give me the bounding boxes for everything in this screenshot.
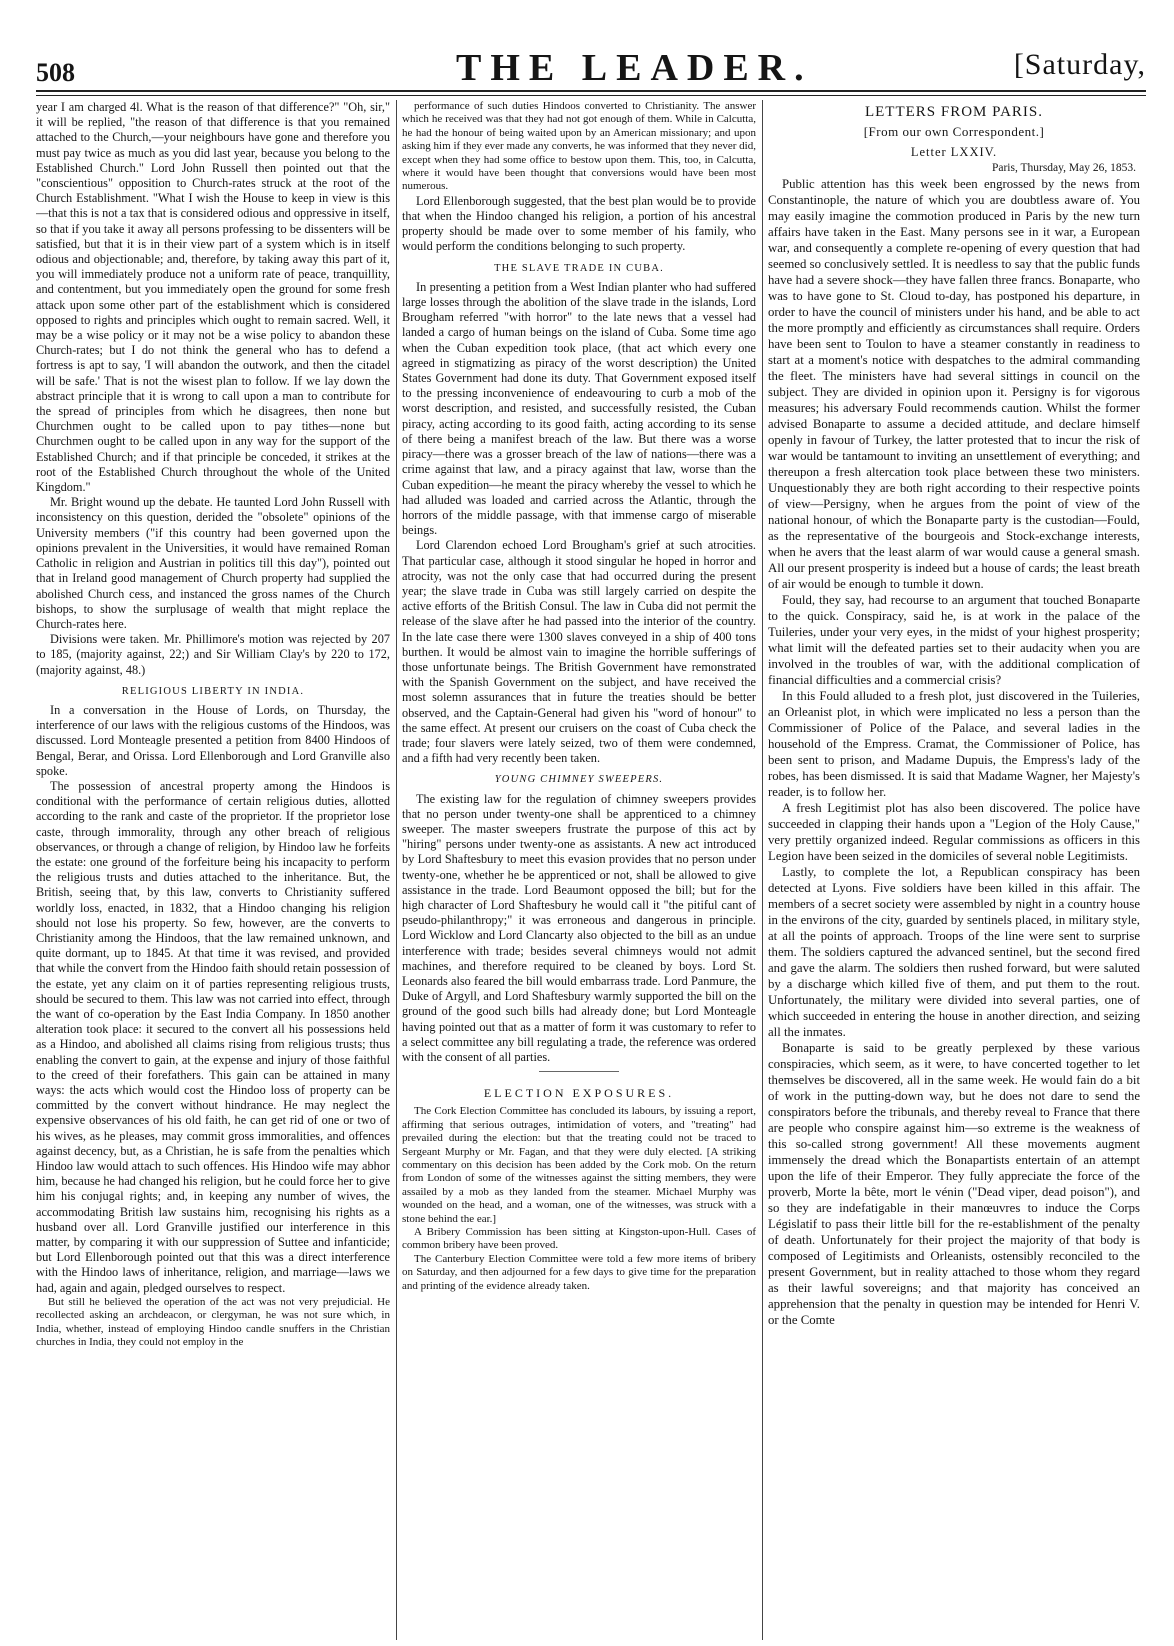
article-paragraph: In this Fould alluded to a fresh plot, just discovered in the Tuileries, an Orleanist plot, in which were implicated no less a person than the Commissioner of Police of the Palace, and several ladies in the household of the Empress. Cramat, the Commissioner of Police, has been sent to prison, and Madame Dupuis, the Empress's lady of the robes, has been dismissed. It is said that Madame Wagner, her Majesty's reader, is to follow her. <box>768 689 1140 799</box>
section-heading-chimney-sweepers: YOUNG CHIMNEY SWEEPERS. <box>494 774 664 786</box>
page-number: 508 <box>36 58 75 87</box>
article-paragraph: The Canterbury Election Committee were told a few more items of bribery on Saturday, and then adjourned for a few days to give time for the preparation and printing of the evidence already taken. <box>402 1252 756 1292</box>
column-divider <box>762 100 763 1640</box>
column-divider <box>396 100 397 1640</box>
quoted-speech <box>402 100 756 194</box>
article-paragraph: Lord Clarendon echoed Lord Brougham's grief at such atrocities. That particular case, although it stood singular he hoped in horror and atrocity, was not the only case that had occurred during the present year; the slave trade in Cuba was still largely carried on despite the active efforts of the British Consul. The law in Cuba did not permit the release of the slave after he had passed into the interior of the country. In the late case there were 1300 slaves conveyed in a ship of 400 tons burthen. It would be almost vain to imagine the horrible sufferings of those unfortunate beings. The British Government have remonstrated with the Spanish Government on the subject, and have received the most solemn assurances that in future the treaties should be better observed, and the Captain-General had given his "word of honour" to the same effect. At present our cruisers on the coast of Cuba check the trade; four slavers were lately seized, two of them were condemned, and a fifth had very recently been taken. <box>402 538 756 766</box>
section-heading-slave-trade: THE SLAVE TRADE IN CUBA. <box>494 262 664 274</box>
section-heading-religious-liberty: RELIGIOUS LIBERTY IN INDIA. <box>121 685 305 697</box>
column-3 <box>768 100 1140 1640</box>
article-paragraph: A Bribery Commission has been sitting at Kingston-upon-Hull. Cases of common bribery have been proved. <box>402 1226 756 1252</box>
article-paragraph: year I am charged 4l. What is the reason of that difference?" "Oh, sir," it will be replied, "the reason of that difference is that you remained attached to the Church,—your neighbours have gone and therefore you must pay twice as much as you did last year, because you belong to the Established Church." Lord John Russell then pointed out that the "conscientious" opposition to Church-rates struck at the root of the Church Establishment. "What I wish the House to keep in view is this—that this is not a tax that is considered odious and oppressive in itself, so that if you take it away all persons professing to be dissenters will be satisfied, but that it is in their view part of a system which is in itself odious and objectionable; and, therefore, by taking away this part of it, you will immediately produce not a uniform rate of peace, tranquillity, and contentment, but you immediately open the ground for some fresh attack upon some other part of the establishment which is considered opposed to rights and principles which ought to remain sacred. Well, it may be a wise policy or it may not be a wise policy to abandon these Church-rates; but I do not think the general who has to defend a fortress is apt to say, 'I will abandon the outwork, and then the citadel will be safe.' That is not the wisest plan to follow. If we lay down the abstract principle that it is wrong to call upon a man to contribute for the spread of principles from which he disagrees, then none but Churchmen ought to be called upon to pay tithes—none but Churchmen ought to be called upon in any way for the support of the Established Church; and if that principle be conceded, it strikes at the root of the Established Church throughout the whole of the United Kingdom." <box>36 100 390 495</box>
article-paragraph: In presenting a petition from a West Indian planter who had suffered large losses through the abolition of the slave trade in the islands, Lord Brougham referred "with horror" to the late news that a vessel had landed a cargo of human beings on the island of Cuba. Some time ago when the Cuban expedition took place, (that act which every one agreed in stigmatizing as piracy of the worst description) the United States Government had done its duty. That Government exposed itself to the pressing inconvenience of endeavouring to curb a mob of the worst description, and resisted, and successfully resisted, the Cuban piracy, acting according to its good faith, acting according to its sense of there being a manifest breach of the law. But there was a worse piracy—there was a grosser breach of the law of nations—there was a crime against that law, and a piracy against that law, worse than the Cuban expedition—he meant the piracy whereby the vessel to which he had alluded was loaded and carried across the Atlantic, through the horrors of the middle passage, with that immense cargo of miserable beings. <box>402 279 756 538</box>
election-notes <box>402 1105 756 1293</box>
column-2 <box>402 100 756 1640</box>
article-paragraph: The possession of ancestral property among the Hindoos is conditional with the performance of certain religious duties, allotted according to the rank and caste of the proprietor. If the proprietor lose caste, through immorality, through any other breach of religious observances, or through a change of religion, by Hindoo law he forfeits the estate: one ground of the forfeiture being his incapacity to perform the religious trusts and duties attached to the inheritance. But, the British, seeing that, by this law, converts to Christianity suffered worldly loss, enacted, in 1832, that a Hindoo changing his religion should not lose his property. So few, however, are the converts to Christianity among the Hindoos, that the law remained unknown, and quite dormant, up to 1845. At that time it was revised, and provided that while the convert from the Hindoo faith should retain possession of the estate, yet any claim on it of parties representing religious trusts, should be secured to them. This law was not carried into effect, through the want of co-operation by the East India Company. In 1850 another alteration took place: it secured to the convert all his possessions held as a Hindoo, and abolished all claims rising from religious trusts; thus enabling the convert to gain, at the expense and injury of those faithful to the creed of their forefathers. This gain can be attained in many ways: the acts which would cost the Hindoo loss of property can be committed by the convert without hindrance. He may neglect the expensive observances of his old faith, he can get rid of one or two of his wives, as he pleases, may commit gross immoralities, and offences against decency, but, as a Christian, he is safe from the penalties which Hindoo law would attach to such offences. His Hindoo wife may abhor him, because he had changed his religion, but he could force her to give him his conjugal rights; and, in keeping any number of wives, the accommodating British law sustains him, recognising his rights as a husband over all. Lord Granville justified our interference in this matter, by comparing it with our suppression of Suttee and infanticide; but Lord Ellenborough pointed out that this was a direct interference with the Hindoo laws of inheritance, religion, and marriage—laws we had, again and again, pledged ourselves to respect. <box>36 778 390 1295</box>
article-paragraph: Public attention has this week been engrossed by the news from Constantinople, the nature of which you are doubtless aware of. You may easily imagine the commotion produced in Paris by the new turn affairs have taken in the East. Many persons see in it war, a European war, and consequently a complete re-opening of every question that had seemed so conclusively settled. It is needless to say that the public funds have had a severe shock—they have fallen three francs. Bonaparte, who was to have gone to St. Cloud to-day, has postponed his departure, in order to have the council of ministers under his hand, and be able to act the more promptly and efficiently as circumstances shall require. Orders have been sent to Toulon to have a steamer constantly in readiness to start at a moment's notice with despatches to the admiral commanding the fleet. The ministers have had several sittings in council on the subject. They are divided in opinion upon it. Persigny is for vigorous measures; his adversary Fould recommends caution. Whilst the former advised Bonaparte to assume a decided attitude, and declare himself openly in favour of Turkey, the latter protested that to incur the risk of war would be tantamount to inviting an unsettlement of everything; and thereupon a fresh altercation took place between these two ministers. Unquestionably they are both right according to their respective points of view—Persigny, when he argues from the point of view of the national honour, of which the Bonaparte party is the custodian—Fould, as the representative of the bourgeois and Stock-exchange interests, when he avers that the least alarm of war would cause a general smash. All our present prosperity is indeed but a house of cards; the least breath of air would be enough to tumble it down. <box>768 177 1140 591</box>
article-paragraph: Mr. Bright wound up the debate. He taunted Lord John Russell with inconsistency on this question, derided the "obsolete" opinions of the University members ("if this country had been governed upon the opinions prevalent in the Universities, it would have remained Roman Catholic in religion and Austrian in politics till this day"), pointed out that in Ireland good management of Church property had supplied the abolished Church cess, and instanced the gross names of the Church bishops, to show the surplusage of wealth that might replace the Church-rates here. <box>36 495 390 631</box>
article-paragraph: Divisions were taken. Mr. Phillimore's motion was rejected by 207 to 185, (majority against, 22;) and Sir William Clay's by 220 to 172, (majority against, 48.) <box>36 632 390 677</box>
column-1 <box>36 100 390 1640</box>
quoted-speech <box>36 1296 390 1350</box>
issue-day: [Saturday, <box>1013 48 1146 81</box>
dateline: Paris, Thursday, May 26, 1853. <box>991 162 1136 174</box>
article-paragraph: Fould, they say, had recourse to an argument that touched Bonaparte to the quick. Conspiracy, said he, is at work in the palace of the Tuileries, under your very eyes, in the midst of your highest prosperity; what limit will the defeated parties set to their audacity when you are involved in the troubles of war, with the additional complication of financial difficulties and a commercial crisis? <box>768 593 1140 687</box>
newspaper-title: THE LEADER. <box>456 47 813 89</box>
masthead-rule-thin <box>36 95 1146 96</box>
section-heading-election-exposures: ELECTION EXPOSURES. <box>483 1086 675 1101</box>
article-paragraph: In a conversation in the House of Lords, on Thursday, the interference of our laws with the religious customs of the Hindoos, was discussed. Lord Monteagle presented a petition from 8400 Hindoos of Bengal, Berar, and Orissa. Lord Ellenborough and Lord Granville also spoke. <box>36 702 390 778</box>
article-paragraph: performance of such duties Hindoos converted to Christianity. The answer which he received was that they had not got enough of them. While in Calcutta, he had the honour of being waited upon by an American missionary; and upon asking him if they ever made any converts, he was informed that they never did, except when they had some office to bestow upon them. This, too, in Calcutta, where it would have been thought that conversions would have been most numerous. <box>402 100 756 193</box>
article-paragraph: The existing law for the regulation of chimney sweepers provides that no person under twenty-one shall be apprenticed to a chimney sweeper. The master sweepers frustrate the purpose of this act by "hiring" persons under twenty-one as assistants. A new act introduced by Lord Shaftesbury to meet this evasion provides that no person under twenty-one, whether he be apprenticed or not, shall be allowed to give assistance in the trade. Lord Beaumont opposed the bill; but for the high character of Lord Shaftesbury he would call it "the pitiful cant of pseudo-philanthropy;" it was erroneous and dangerous in principle. Lord Wicklow and Lord Clancarty also objected to the bill as an undue interference with trade; besides several chimneys would not admit machines, and therefore required to be cleaned by boys. Lord St. Leonards also feared the bill would embarrass trade. Lord Panmure, the Duke of Argyll, and Lord Shaftesbury warmly supported the bill on the ground of the good such bills had already done; but Lord Monteagle having pointed out that as a matter of form it was customary to refer to a select committee any bill regulating a trade, the reference was ordered with the consent of all parties. <box>402 791 756 1065</box>
article-paragraph: Bonaparte is said to be greatly perplexed by these various conspiracies, which seem, as it were, to have concerted together to let themselves be discovered, all in the same week. He would fain do a bit of work in the putting-down way, but he does not dare to send the conspirators before the tribunals, and thereby reveal to France that there are people who conspire against him—so extreme is the weakness of this so-called strong government! All these movements augment immensely the dread which the Bonapartists entertain of an attempt upon the life of their Emperor. They fully appreciate the force of the proverb, Morte la bête, mort le vénin ("Dead viper, dead poison"), and so they are indefatigable in their manœuvres to induce the Corps Législatif to pass their little bill for the re-establishment of the penalty of death. Unfortunately for their project the majority of that body is composed of Legitimists and Orleanists, ostensibly reconciled to the present Government, but in reality attached to those whom they regard as their lawful sovereigns; and that majority has conceived an apprehension that the penalty in question may be intended for Henri V. or the Comte <box>768 1041 1140 1327</box>
masthead-rule <box>36 90 1146 92</box>
article-paragraph: But still he believed the operation of the act was not very prejudicial. He recollected asking an archdeacon, or clergyman, he was not sure which, in India, whether, instead of employing Hindoo candle snuffers in the Christian churches in India, they could not employ in the <box>36 1295 390 1349</box>
article-paragraph: The Cork Election Committee has concluded its labours, by issuing a report, affirming that serious outrages, intimidation of voters, and "treating" had prevailed during the election: but that the treating could not be traced to Sergeant Murphy or Mr. Fagan, and that they were duly elected. [A striking commentary on this decision has been added by the Cork mob. On the return from London of some of the witnesses against the sitting members, they were assailed by a mob as they landed from the steamer. Michael Murphy was wounded on the head, and a woman, one of the witnesses, was struck with a stone behind the ear.] <box>402 1105 756 1225</box>
article-paragraph: Lastly, to complete the lot, a Republican conspiracy has been detected at Lyons. Five soldiers have been killed in this affair. The members of a secret society were assembled by night in a country house in the environs of the city, guarded by sentinels placed, in military style, at all the points of approach. Troops of the line were sent to surprise them. The soldiers captured the advanced sentinel, but the second fired and gave the alarm. The soldiers then rushed forward, but were saluted by a discharge which killed five of them, and put them to the rout. Unfortunately, the military were divided into several parties, one of which succeeded in entering the house in another direction, and seizing all the inmates. <box>768 865 1140 1039</box>
letters-heading: LETTERS FROM PARIS. <box>864 104 1044 120</box>
article-paragraph: A fresh Legitimist plot has also been discovered. The police have succeeded in clapping their hands upon a "Legion of the Holy Cause," very prettily organized indeed. Regular commissions as officers in this Legion have been seized in the domiciles of several noble Legitimists. <box>768 801 1140 863</box>
article-paragraph: Lord Ellenborough suggested, that the best plan would be to provide that when the Hindoo changed his religion, a portion of his ancestral property should be made over to some member of his family, who would perform the conditions belonging to such property. <box>402 193 756 254</box>
section-rule <box>539 1071 619 1072</box>
masthead <box>36 44 1146 92</box>
correspondent-line: [From our own Correspondent.] <box>863 124 1045 139</box>
letter-number: Letter LXXIV. <box>910 145 998 159</box>
